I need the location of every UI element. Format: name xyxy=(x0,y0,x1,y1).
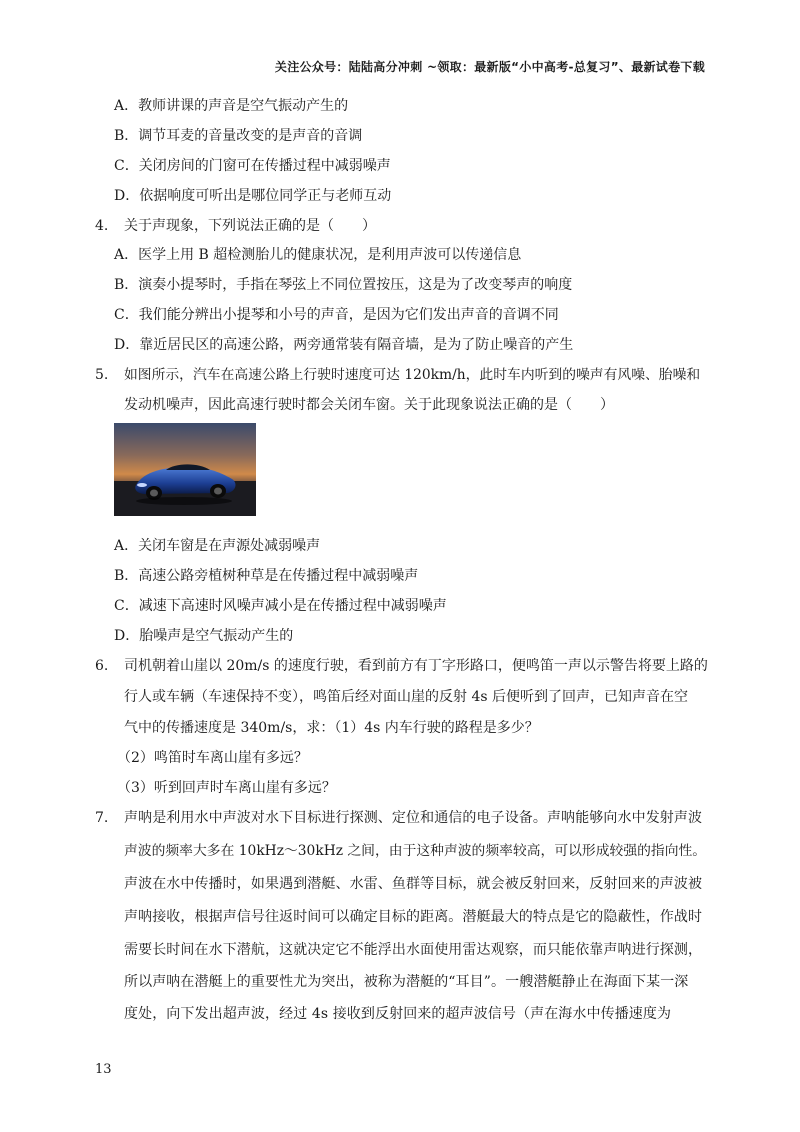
page-number: 13 xyxy=(95,1062,112,1077)
q4-stem: 关于声现象，下列说法正确的是（ ） xyxy=(124,218,376,234)
q5-stem-line-1: 如图所示，汽车在高速公路上行驶时速度可达 120km/h，此时车内听到的噪声有风噪、胎噪和 xyxy=(124,367,701,383)
q6-stem-line-3: 气中的传播速度是 340m/s，求：（1）4s 内车行驶的路程是多少？ xyxy=(124,720,539,736)
q4-number: 4. xyxy=(95,218,109,234)
q6-stem-line-1: 司机朝着山崖以 20m/s 的速度行驶，看到前方有丁字形路口，便鸣笛一声以示警告将要上路的 xyxy=(124,658,708,674)
q6-stem-line-2: 行人或车辆（车速保持不变），鸣笛后经对面山崖的反射 4s 后便听到了回声，已知声音在空 xyxy=(124,689,688,705)
q3-option-b: B．调节耳麦的音量改变的是声音的音调 xyxy=(114,128,363,144)
q6-sub-2: （2）鸣笛时车离山崖有多远？ xyxy=(117,750,308,766)
sports-car-image xyxy=(114,423,256,516)
q3-option-a: A．教师讲课的声音是空气振动产生的 xyxy=(114,98,349,114)
q4-option-d: D．靠近居民区的高速公路，两旁通常装有隔音墙，是为了防止噪音的产生 xyxy=(114,337,574,353)
q5-number: 5. xyxy=(95,367,109,383)
page-header: 关注公众号：陆陆高分冲刺 ~领取：最新版“小中高考-总复习”、最新试卷下载 xyxy=(274,60,705,74)
q6-sub-3: （3）听到回声时车离山崖有多远？ xyxy=(117,780,336,796)
q4-option-c: C．我们能分辨出小提琴和小号的声音，是因为它们发出声音的音调不同 xyxy=(114,307,559,323)
q7-line-1: 声呐是利用水中声波对水下目标进行探测、定位和通信的电子设备。声呐能够向水中发射声波 xyxy=(124,810,703,826)
q7-line-2: 声波的频率大多在 10kHz～30kHz 之间，由于这种声波的频率较高，可以形成较强的指向性。 xyxy=(124,843,707,859)
q7-line-3: 声波在水中传播时，如果遇到潜艇、水雷、鱼群等目标，就会被反射回来，反射回来的声波被 xyxy=(124,876,703,892)
q7-line-4: 声呐接收，根据声信号往返时间可以确定目标的距离。潜艇最大的特点是它的隐蔽性，作战时 xyxy=(124,909,703,925)
q4-option-a: A．医学上用 B 超检测胎儿的健康状况，是利用声波可以传递信息 xyxy=(114,247,522,263)
q7-number: 7. xyxy=(95,810,109,826)
q7-line-5: 需要长时间在水下潜航，这就决定它不能浮出水面使用雷达观察，而只能依靠声呐进行探测， xyxy=(124,942,703,958)
q5-option-b: B．高速公路旁植树种草是在传播过程中减弱噪声 xyxy=(114,568,419,584)
q7-line-6: 所以声呐在潜艇上的重要性尤为突出，被称为潜艇的“耳目”。一艘潜艇静止在海面下某一深 xyxy=(124,974,689,990)
q6-number: 6. xyxy=(95,658,109,674)
q4-option-b: B．演奏小提琴时，手指在琴弦上不同位置按压，这是为了改变琴声的响度 xyxy=(114,277,573,293)
q5-option-d: D．胎噪声是空气振动产生的 xyxy=(114,628,294,644)
q3-option-c: C．关闭房间的门窗可在传播过程中减弱噪声 xyxy=(114,158,391,174)
q7-line-7: 度处，向下发出超声波，经过 4s 接收到反射回来的超声波信号（声在海水中传播速度为 xyxy=(124,1006,672,1022)
q3-option-d: D．依据响度可听出是哪位同学正与老师互动 xyxy=(114,188,392,204)
q5-option-c: C．减速下高速时风噪声减小是在传播过程中减弱噪声 xyxy=(114,598,447,614)
q5-stem-line-2: 发动机噪声，因此高速行驶时都会关闭车窗。关于此现象说法正确的是（ ） xyxy=(124,397,614,413)
q5-option-a: A．关闭车窗是在声源处减弱噪声 xyxy=(114,538,321,554)
